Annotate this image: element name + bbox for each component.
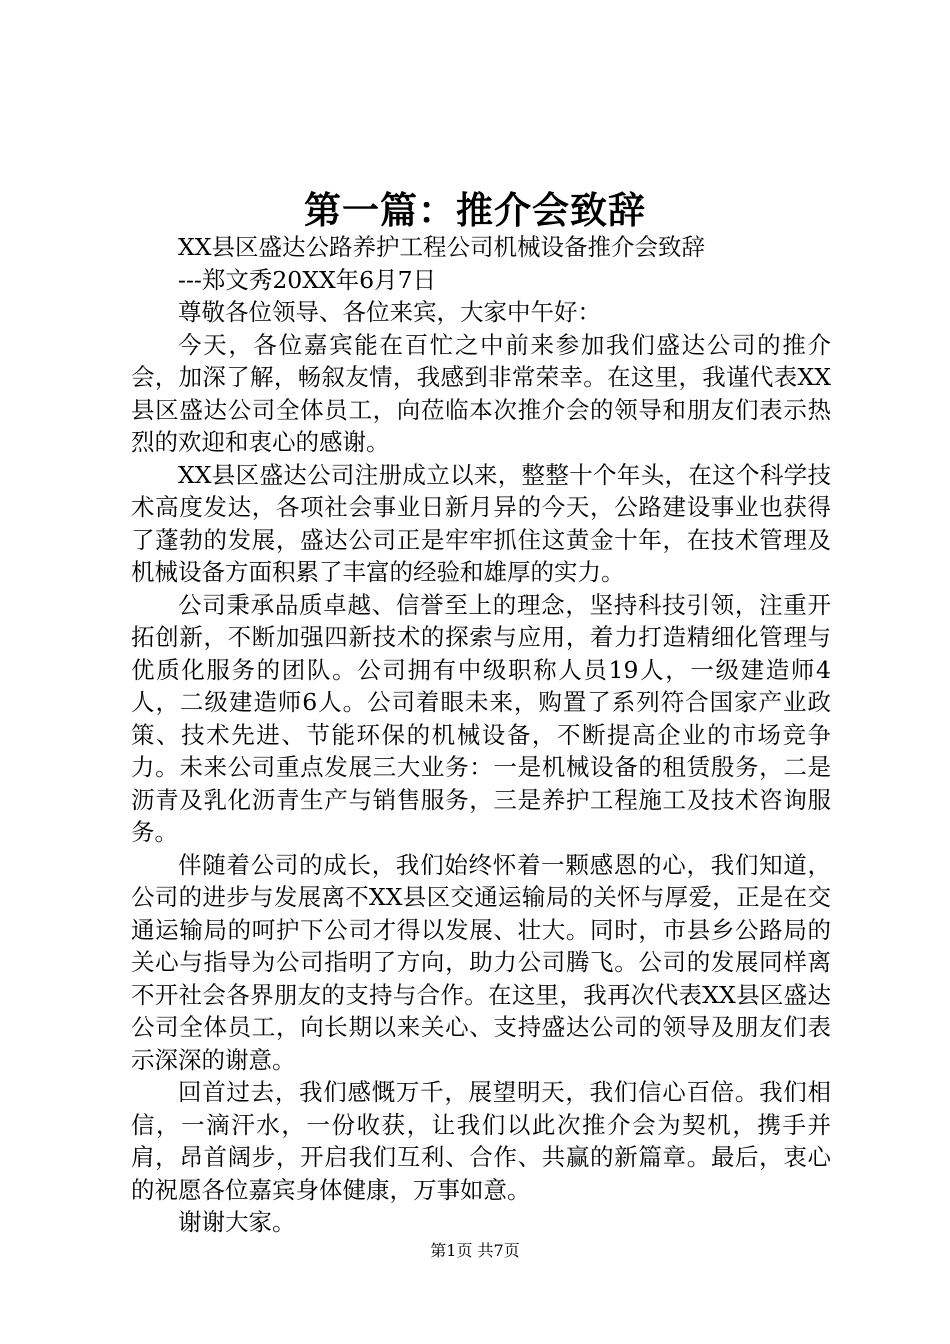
paragraph-philosophy: 公司秉承品质卓越、信誉至上的理念，坚持科技引领，注重开拓创新，不断加强四新技术的探索与应用，着力打造精细化管理与优质化服务的团队。公司拥有中级职称人员19人，一级建造师4人，二级建造师6人。公司着眼未来，购置了系列符合国家产业政策、技术先进、节能环保的机械设备，不断提高企业的市场竞争力。未来公司重点发展三大业务：一是机械设备的租赁殷务，二是沥青及乳化沥青生产与销售服务，三是养护工程施工及技术咨询服务。 bbox=[131, 590, 831, 846]
document-subtitle: XX县区盛达公路养护工程公司机械设备推介会致辞 bbox=[178, 233, 705, 261]
paragraph-history: XX县区盛达公司注册成立以来，整整十个年头，在这个科学技术高度发达，各项社会事业日新月异的今天，公路建设事业也获得了蓬勃的发展，盛达公司正是牢牢抓住这黄金十年，在技术管理及机械设备方面积累了丰富的经验和雄厚的实力。 bbox=[131, 460, 831, 586]
paragraph-welcome: 今天，各位嘉宾能在百忙之中前来参加我们盛达公司的推介会，加深了解，畅叙友情，我感到非常荣幸。在这里，我谨代表XX县区盛达公司全体员工，向莅临本次推介会的领导和朋友们表示热烈的欢迎和衷心的感谢。 bbox=[131, 330, 831, 456]
paragraph-thanks: 谢谢大家。 bbox=[178, 1208, 296, 1236]
greeting: 尊敬各位领导、各位来宾，大家中午好： bbox=[178, 298, 601, 326]
paragraph-gratitude: 伴随着公司的成长，我们始终怀着一颗感恩的心，我们知道，公司的进步与发展离不XX县区交通运输局的关怀与厚爱，正是在交通运输局的呵护下公司才得以发展、壮大。同时，市县乡公路局的关心与指导为公司指明了方向，助力公司腾飞。公司的发展同样离不开社会各界朋友的支持与合作。在这里，我再次代表XX县区盛达公司全体员工，向长期以来关心、支持盛达公司的领导及朋友们表示深深的谢意。 bbox=[131, 850, 831, 1074]
document-body bbox=[131, 231, 831, 1239]
document-title: 第一篇：推介会致辞 bbox=[304, 188, 646, 232]
paragraph-outlook: 回首过去，我们感慨万千，展望明天，我们信心百倍。我们相信，一滴汗水，一份收获，让我们以此次推介会为契机，携手并肩，昂首阔步，开启我们互利、合作、共赢的新篇章。最后，衷心的祝愿各位嘉宾身体健康，万事如意。 bbox=[131, 1078, 831, 1204]
page-number-footer: 第1页 共7页 bbox=[430, 1241, 520, 1260]
document-byline: ---郑文秀20XX年6月7日 bbox=[178, 265, 437, 294]
